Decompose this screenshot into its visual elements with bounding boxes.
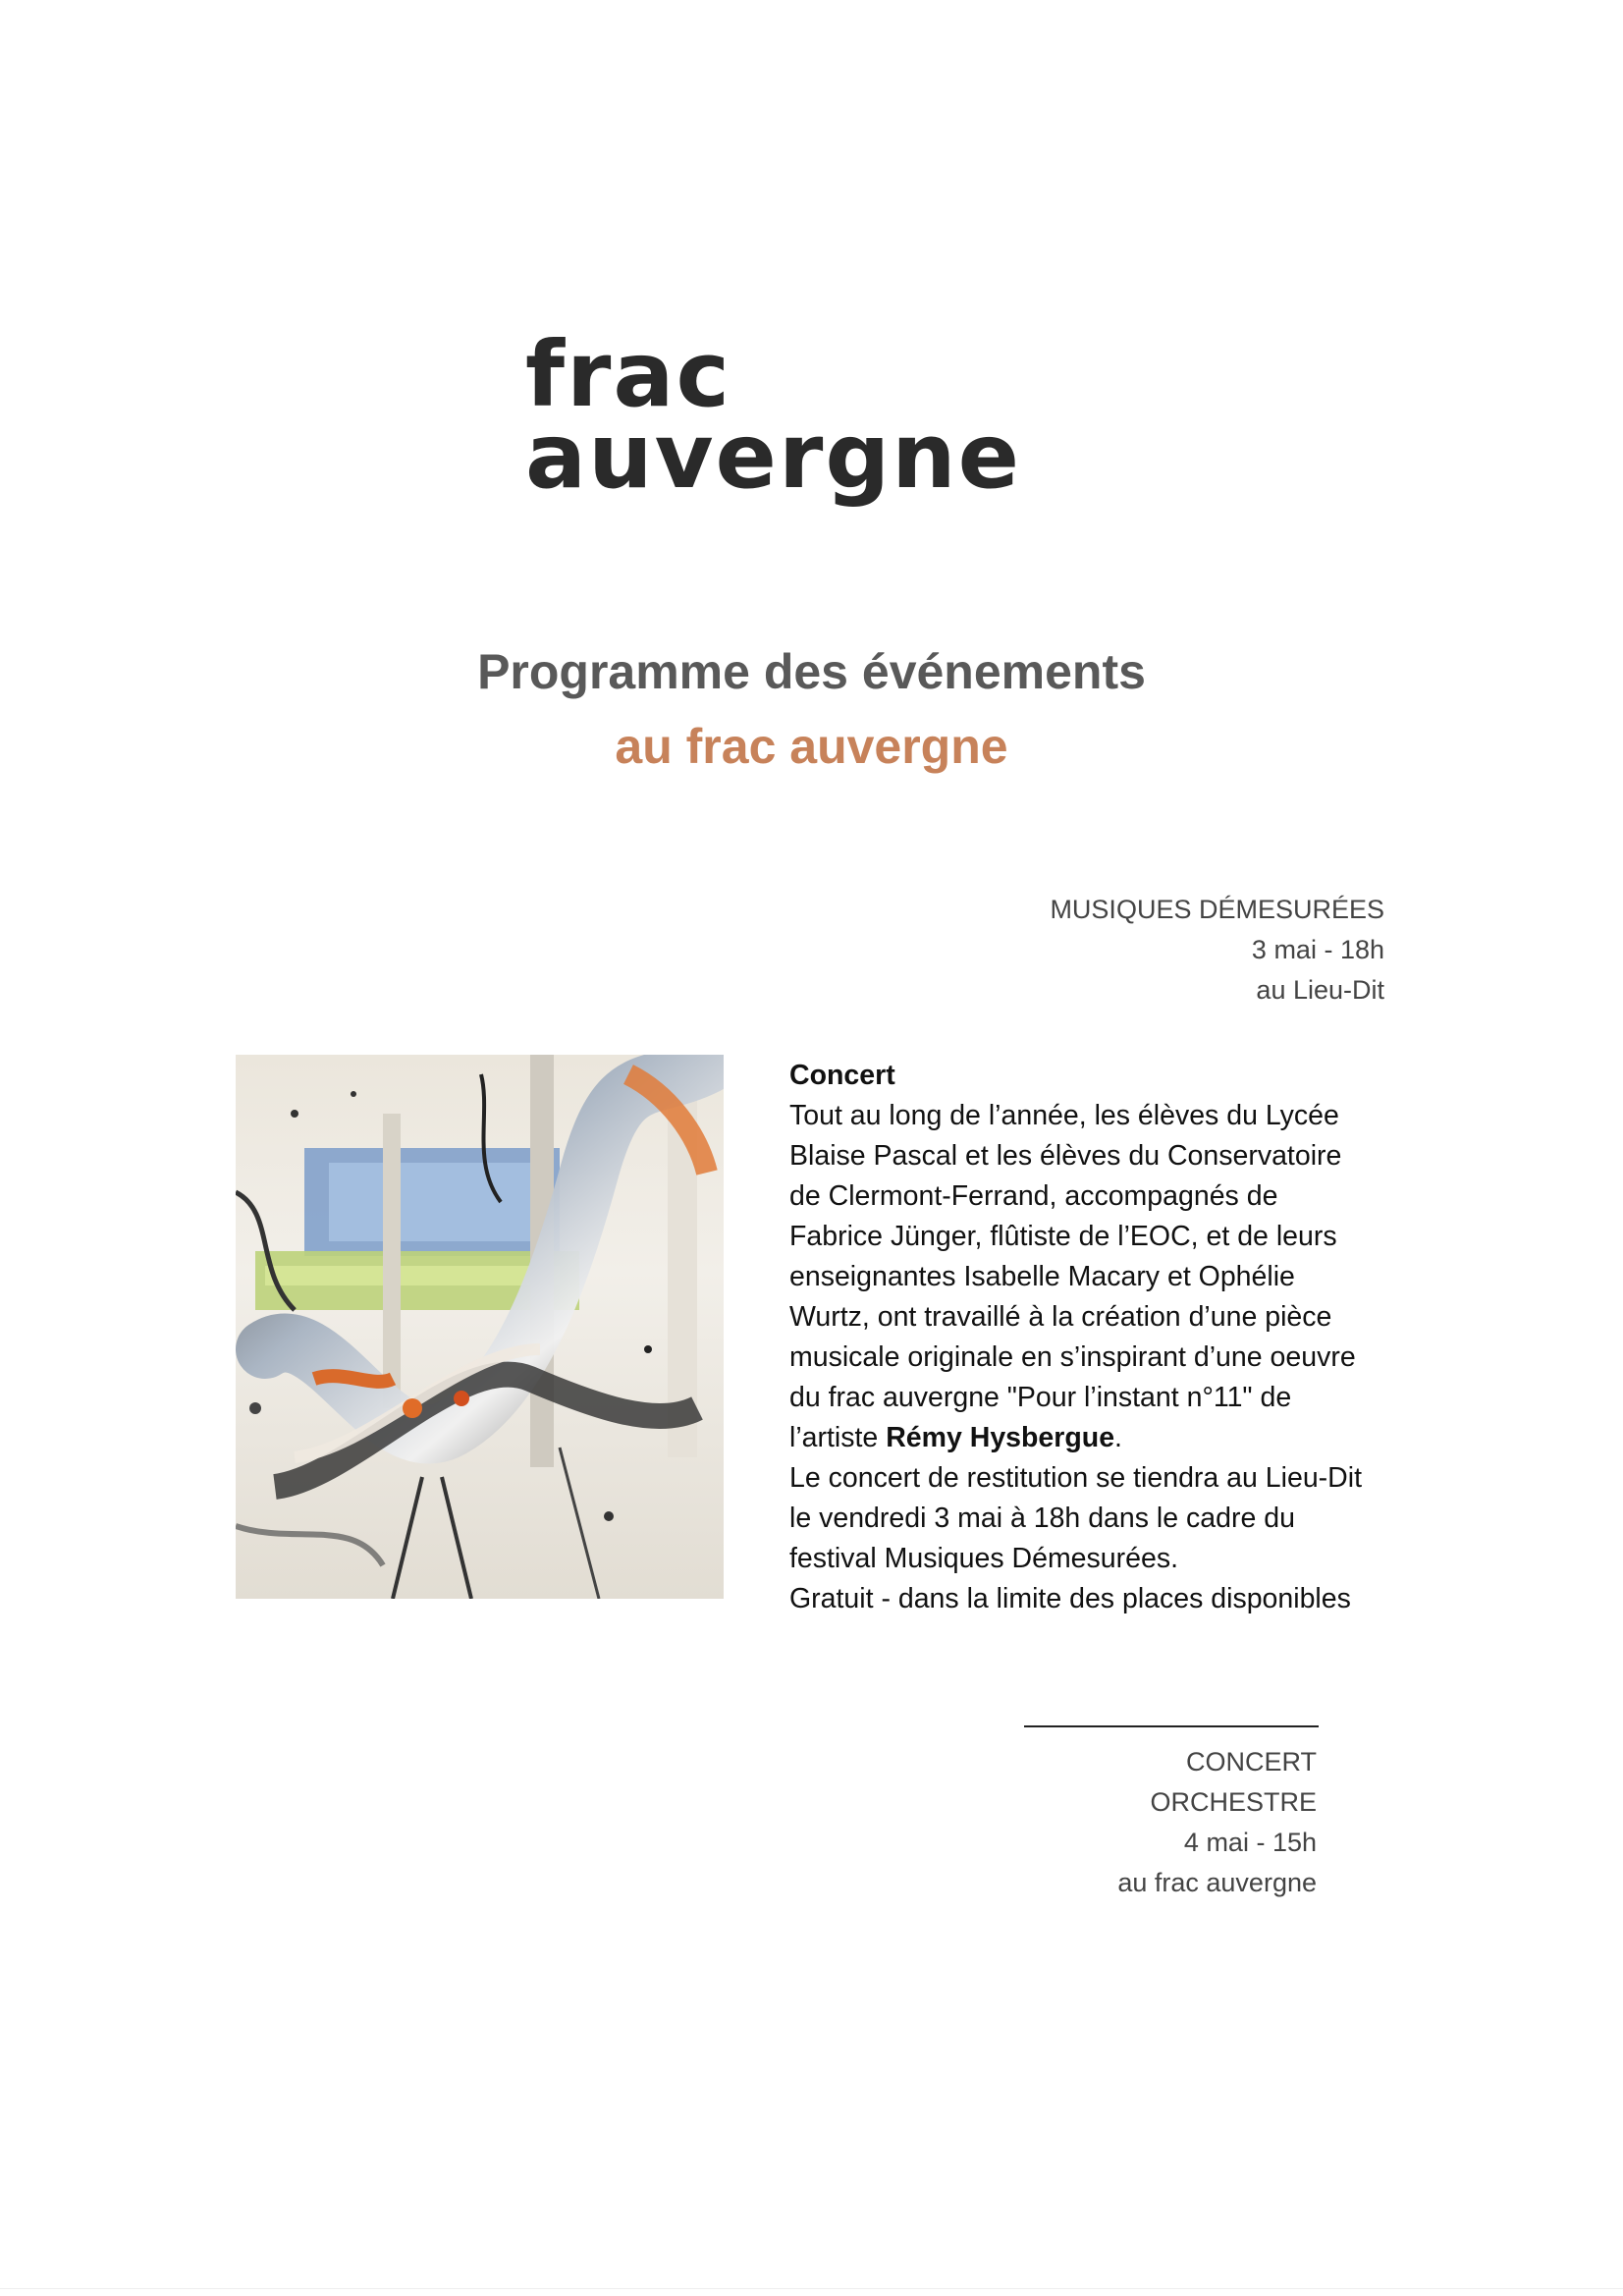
- logo-line-1: frac: [525, 322, 732, 427]
- event1-date: 3 mai - 18h: [1251, 935, 1384, 964]
- page-title: [0, 643, 1623, 775]
- event2-line-1: CONCERT: [1185, 1747, 1317, 1777]
- event-concert-orchestre-header: [1117, 1742, 1317, 1903]
- event2-line-2: ORCHESTRE: [1150, 1787, 1317, 1817]
- concert-text: Tout au long de l’année, les élèves du Lycée Blaise Pascal et les élèves du Conservatoire de Clermont-Ferrand, accompagnés de Fabrice Jünger, flûtiste de l’EOC, et de leurs enseignantes Isabelle Macary et Ophélie Wurtz, ont travaillé à la création d’une pièce musicale originale en s’inspirant d’une oeuvre du frac auvergne "Pour l’instant n°11" de l’artiste: [789, 1100, 1356, 1453]
- event1-place: au Lieu-Dit: [1256, 975, 1384, 1005]
- restitution-text: Le concert de restitution se tiendra au Lieu-Dit le vendredi 3 mai à 18h dans le cadre du festival Musiques Démesurées.: [789, 1462, 1362, 1574]
- page-bottom-edge: [0, 2288, 1623, 2289]
- event2-date: 4 mai - 15h: [1183, 1828, 1317, 1857]
- event2-place: au frac auvergne: [1117, 1868, 1317, 1897]
- concert-description: [789, 1056, 1379, 1619]
- event-musiques-demesurees-header: [1050, 890, 1384, 1011]
- artist-name: Rémy Hysbergue: [886, 1422, 1115, 1453]
- title-line-2: au frac auvergne: [615, 719, 1008, 774]
- concert-text-end: .: [1114, 1422, 1122, 1453]
- artwork-image: [236, 1055, 724, 1599]
- concert-label: Concert: [789, 1060, 895, 1091]
- event1-name: MUSIQUES DÉMESURÉES: [1050, 895, 1384, 924]
- logo-line-2: auvergne: [525, 404, 1022, 510]
- concert-paragraph: [789, 1096, 1379, 1458]
- section-divider: [1024, 1725, 1319, 1727]
- frac-auvergne-logo: [525, 322, 1022, 510]
- title-line-1: Programme des événements: [477, 644, 1146, 699]
- free-entry-text: Gratuit - dans la limite des places disponibles: [789, 1583, 1351, 1614]
